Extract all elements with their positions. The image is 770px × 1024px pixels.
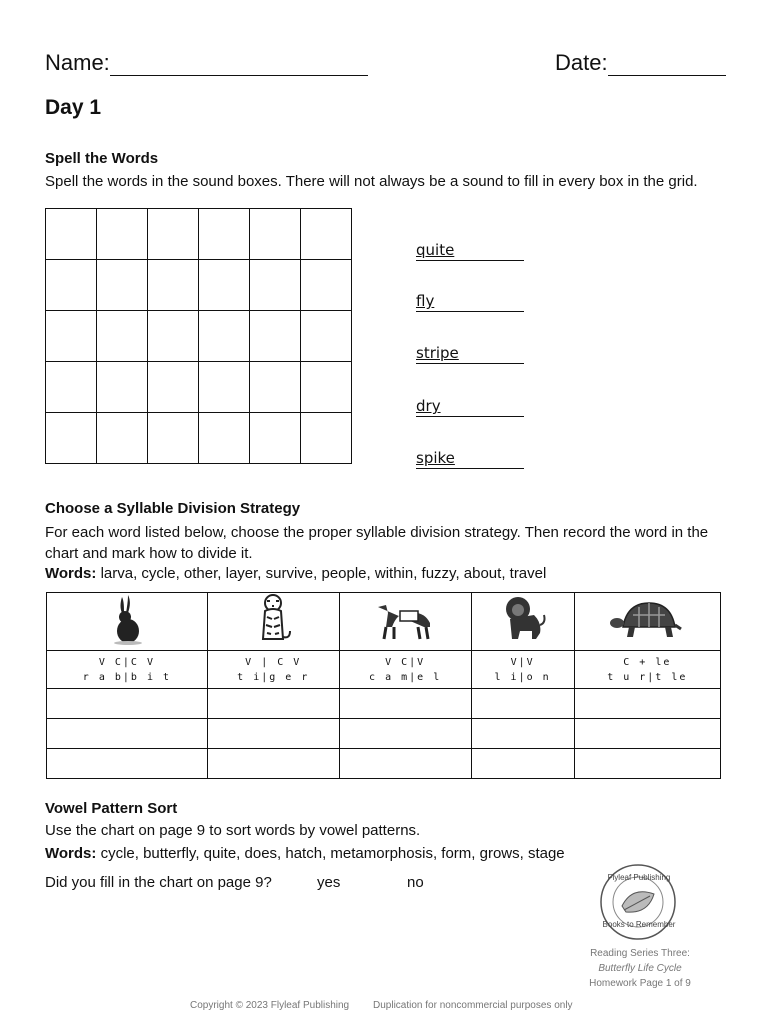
spelling-word: stripe [416,343,524,364]
vowel-words [45,845,565,862]
answer-cell[interactable] [339,689,471,719]
syllable-title: Choose a Syllable Division Strategy [45,500,301,517]
logo-top-text: Flyleaf Publishing [607,873,671,882]
sound-box[interactable] [97,260,148,311]
sound-box[interactable] [97,209,148,260]
syllable-chart [46,592,721,779]
book-title: Butterfly Life Cycle [598,963,682,974]
sound-box[interactable] [199,260,250,311]
spelling-word: dry [416,396,524,417]
spelling-word: fly [416,291,524,312]
answer-cell[interactable] [207,749,339,779]
answer-cell[interactable] [47,719,208,749]
answer-cell[interactable] [47,749,208,779]
example-cell [574,651,720,689]
sound-box[interactable] [301,209,352,260]
example-cell [339,651,471,689]
sound-box[interactable] [199,413,250,464]
syllable-word-list: larva, cycle, other, layer, survive, people, within, fuzzy, about, travel [100,565,547,582]
example-cell [471,651,574,689]
spelling-word: spike [416,448,524,469]
answer-cell[interactable] [574,689,720,719]
page-number: Homework Page 1 of 9 [589,978,691,989]
syllable-words [45,565,546,582]
pattern-text: V | C V [245,656,302,668]
name-field[interactable] [45,50,368,76]
words-label: Words: [45,565,97,582]
sound-box[interactable] [301,362,352,413]
name-line[interactable] [110,51,368,76]
copyright: Copyright © 2023 Flyleaf Publishing [190,1000,350,1011]
words-label: Words: [45,845,97,862]
chart-question: Did you fill in the chart on page 9? [45,874,272,891]
sound-box-grid[interactable] [45,208,352,464]
date-line[interactable] [608,51,726,76]
sound-box[interactable] [250,260,301,311]
series-label: Reading Series Three: [590,948,690,959]
sound-box[interactable] [97,413,148,464]
pattern-text: V C|C V [98,656,155,668]
pattern-text: C + le [623,656,672,668]
tiger-icon [250,593,296,645]
vowel-instructions: Use the chart on page 9 to sort words by vowel patterns. [45,822,421,839]
answer-cell[interactable] [207,719,339,749]
pattern-text: V|V [510,656,535,668]
day-title: Day 1 [45,96,102,119]
sound-box[interactable] [148,362,199,413]
rabbit-icon [104,593,150,645]
sound-box[interactable] [97,311,148,362]
sound-box[interactable] [46,260,97,311]
pattern-text: V C|V [385,656,426,668]
date-field[interactable] [555,50,726,76]
sound-box[interactable] [250,362,301,413]
sound-box[interactable] [250,209,301,260]
vowel-word-list: cycle, butterfly, quite, does, hatch, metamorphosis, form, grows, stage [100,845,565,862]
sound-box[interactable] [148,209,199,260]
answer-cell[interactable] [339,749,471,779]
camel-icon [372,593,438,645]
answer-row[interactable] [47,719,721,749]
lion-cell [471,593,574,651]
name-label: Name: [45,50,110,75]
sound-box[interactable] [46,311,97,362]
logo-bottom-text: Books to Remember [602,920,676,929]
vowel-title: Vowel Pattern Sort [45,800,178,817]
turtle-cell [574,593,720,651]
sound-box[interactable] [301,311,352,362]
picture-row [47,593,721,651]
example-word: r a b|b i t [82,671,172,683]
sound-box[interactable] [148,260,199,311]
example-cell [207,651,339,689]
answer-cell[interactable] [207,689,339,719]
sound-box[interactable] [301,260,352,311]
sound-box[interactable] [46,413,97,464]
answer-row[interactable] [47,749,721,779]
lion-icon [498,593,548,645]
duplication-notice: Duplication for noncommercial purposes only [373,1000,573,1011]
sound-box[interactable] [250,413,301,464]
sound-box[interactable] [46,362,97,413]
yes-option[interactable]: yes [317,874,341,891]
sound-box[interactable] [250,311,301,362]
answer-cell[interactable] [574,719,720,749]
answer-cell[interactable] [47,689,208,719]
spell-title: Spell the Words [45,150,159,167]
syllable-instructions: For each word listed below, choose the proper syllable division strategy. Then record the word in the chart and mark how to divide it. [45,524,709,562]
answer-cell[interactable] [471,689,574,719]
spelling-word: quite [416,240,524,261]
no-option[interactable]: no [407,874,424,891]
example-word: c a m|e l [369,671,442,683]
answer-cell[interactable] [339,719,471,749]
sound-box[interactable] [199,362,250,413]
sound-box[interactable] [148,413,199,464]
example-word: t i|g e r [237,671,310,683]
camel-cell [339,593,471,651]
sound-box[interactable] [199,209,250,260]
answer-cell[interactable] [471,719,574,749]
spell-instructions: Spell the words in the sound boxes. There will not always be a sound to fill in every box in the grid. [45,173,698,190]
date-label: Date: [555,50,608,75]
rabbit-cell [47,593,208,651]
sound-box[interactable] [199,311,250,362]
sound-box[interactable] [148,311,199,362]
sound-box[interactable] [46,209,97,260]
answer-cell[interactable] [574,749,720,779]
example-word: t u r|t le [607,671,688,683]
example-word: l i|o n [494,671,551,683]
sound-box[interactable] [97,362,148,413]
sound-box[interactable] [301,413,352,464]
example-cell [47,651,208,689]
example-row [47,651,721,689]
answer-cell[interactable] [471,749,574,779]
turtle-icon [609,593,685,645]
answer-row[interactable] [47,689,721,719]
tiger-cell [207,593,339,651]
